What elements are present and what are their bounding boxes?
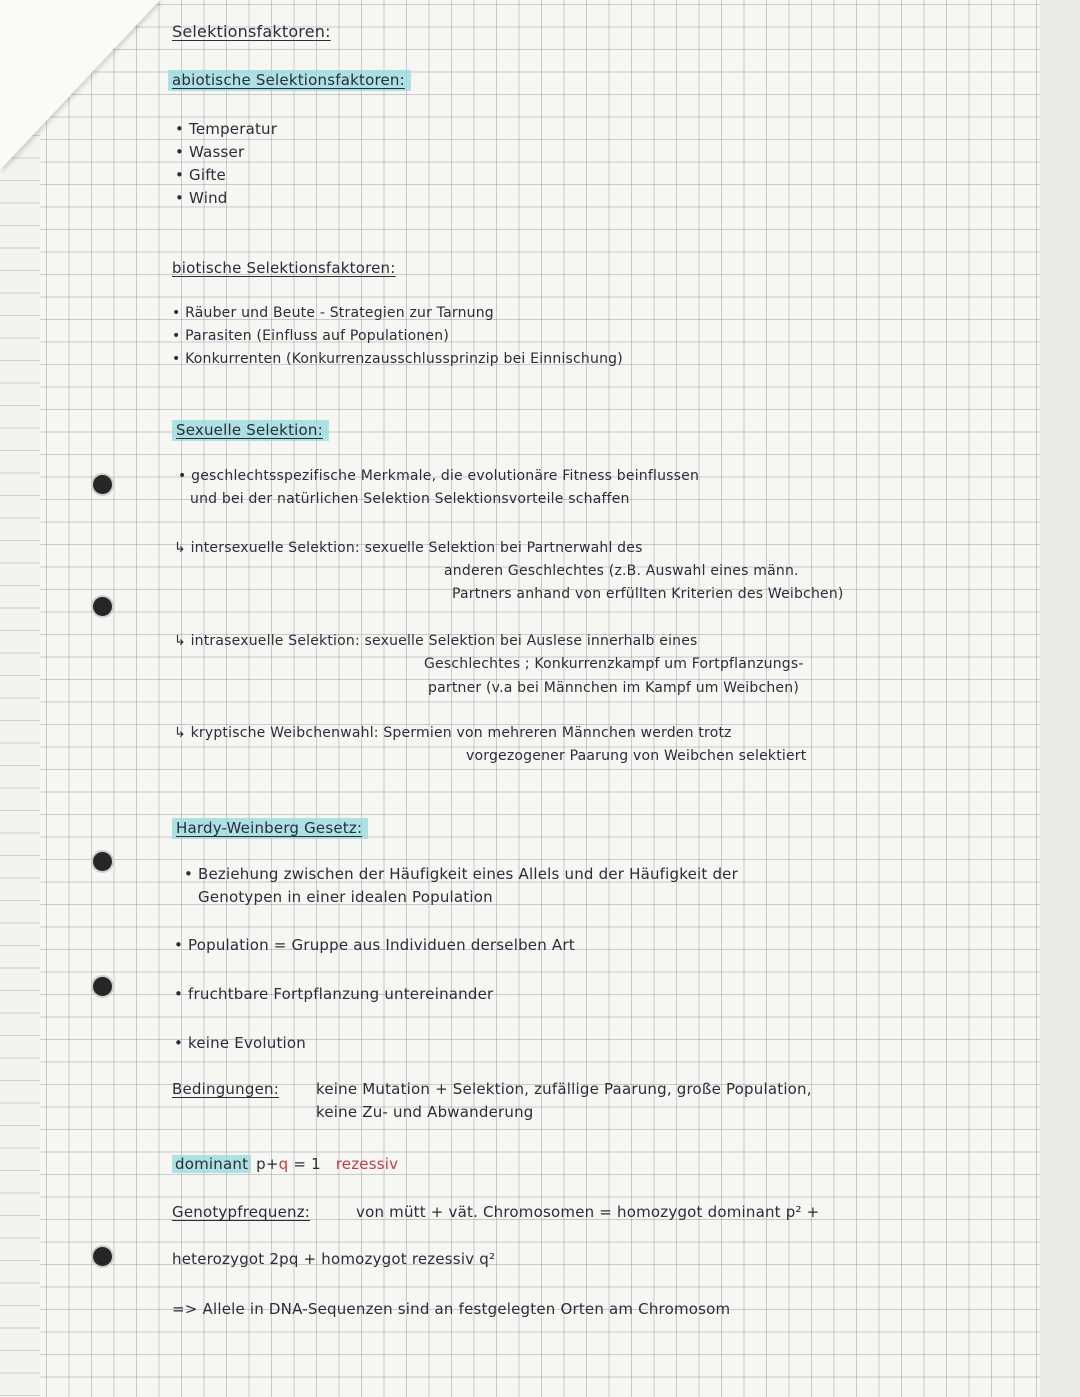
genotype-line: heterozygot 2pq + homozygot rezessiv q² — [172, 1250, 496, 1268]
sexual-heading: Sexuelle Selektion: — [172, 420, 329, 441]
genotype-line: von mütt + vät. Chromosomen = homozygot dominant p² + — [356, 1203, 820, 1221]
hardy-relation-line: • Beziehung zwischen der Häufigkeit eines Allels und der Häufigkeit der — [184, 865, 738, 883]
intrasexual-line: Geschlechtes ; Konkurrenzkampf um Fortpflanzungs- — [424, 656, 804, 672]
population-line: • Population = Gruppe aus Individuen derselben Art — [174, 936, 575, 954]
abiotic-item: • Gifte — [175, 166, 226, 184]
formula-plus: + — [265, 1155, 279, 1173]
hardy-relation-line: Genotypen in einer idealen Population — [198, 888, 493, 906]
alleles-line: => Allele in DNA-Sequenzen sind an festgelegten Orten am Chromosom — [172, 1300, 731, 1318]
biotic-item: • Parasiten (Einfluss auf Populationen) — [172, 328, 449, 344]
formula-q: q — [278, 1155, 289, 1173]
sexual-intro-line: und bei der natürlichen Selektion Selektionsvorteile schaffen — [190, 491, 630, 507]
fertile-line: • fruchtbare Fortpflanzung untereinander — [174, 985, 494, 1003]
genotype-label: Genotypfrequenz: — [172, 1203, 311, 1221]
abiotic-item: • Wasser — [175, 143, 245, 161]
hardy-weinberg-heading: Hardy-Weinberg Gesetz: — [172, 818, 368, 839]
biotic-item: • Konkurrenten (Konkurrenzausschlussprinzip bei Einnischung) — [172, 351, 623, 367]
intersexual-line: Partners anhand von erfüllten Kriterien des Weibchen) — [452, 586, 844, 602]
evolution-line: • keine Evolution — [174, 1034, 307, 1052]
formula-equals: = 1 — [293, 1155, 321, 1173]
sexual-intro-line: • geschlechtsspezifische Merkmale, die evolutionäre Fitness beinflussen — [178, 468, 700, 484]
intrasexual-line: ↳ intrasexuelle Selektion: sexuelle Selektion bei Auslese innerhalb eines — [174, 633, 698, 649]
page-title: Selektionsfaktoren: — [172, 22, 331, 41]
conditions-line: keine Mutation + Selektion, zufällige Paarung, große Population, — [316, 1080, 812, 1098]
biotic-item: • Räuber und Beute - Strategien zur Tarnung — [172, 305, 494, 321]
intrasexual-line: partner (v.a bei Männchen im Kampf um Weibchen) — [428, 680, 799, 696]
recessive-label: rezessiv — [335, 1155, 399, 1173]
conditions-line: keine Zu- und Abwanderung — [316, 1103, 534, 1121]
biotic-heading: biotische Selektionsfaktoren: — [172, 259, 396, 277]
abiotic-heading: abiotische Selektionsfaktoren: — [168, 70, 411, 91]
formula-p: p — [256, 1155, 266, 1173]
cryptic-line: vorgezogener Paarung von Weibchen selektiert — [466, 748, 807, 764]
conditions-label: Bedingungen: — [172, 1080, 279, 1098]
intersexual-line: anderen Geschlechtes (z.B. Auswahl eines männ. — [444, 563, 799, 579]
cryptic-line: ↳ kryptische Weibchenwahl: Spermien von mehreren Männchen werden trotz — [174, 725, 732, 741]
allele-formula — [172, 1155, 398, 1173]
abiotic-item: • Temperatur — [175, 120, 278, 138]
abiotic-item: • Wind — [175, 189, 228, 207]
intersexual-line: ↳ intersexuelle Selektion: sexuelle Selektion bei Partnerwahl des — [174, 540, 643, 556]
dominant-label: dominant — [172, 1155, 251, 1173]
